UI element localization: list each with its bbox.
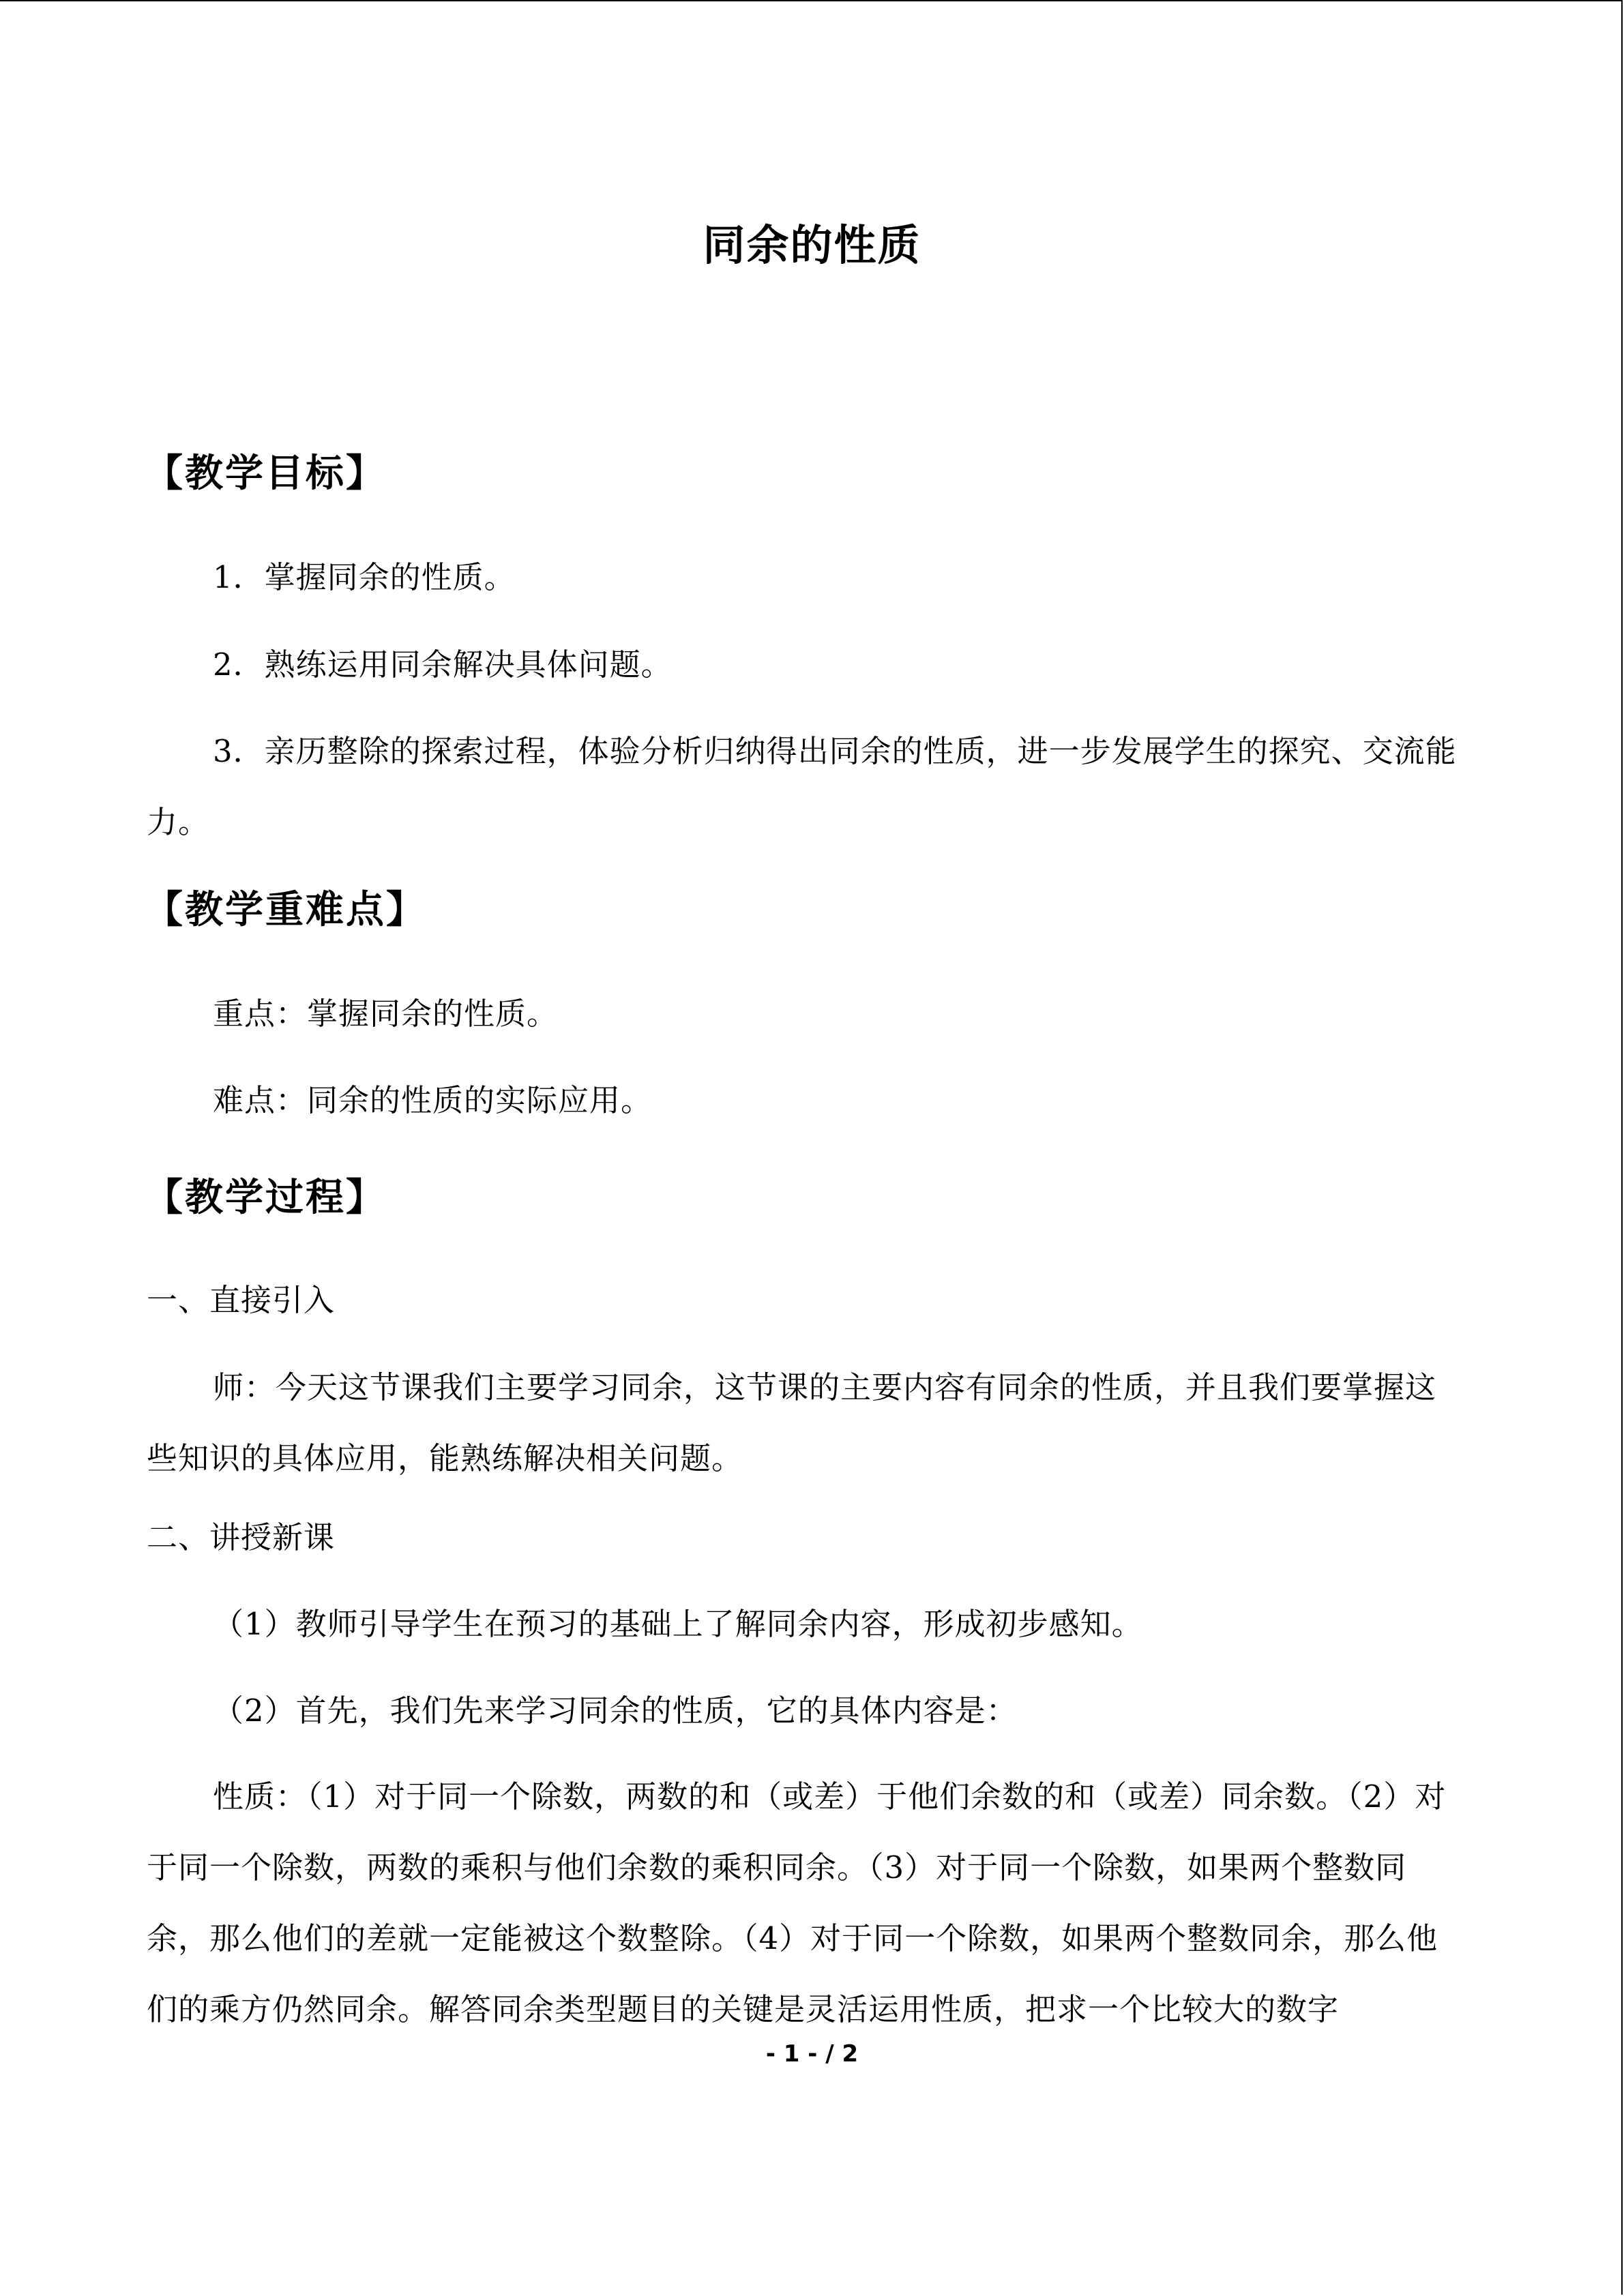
part2-title: 二、讲授新课 (147, 1519, 336, 1555)
heading-process: 【教学过程】 (145, 1176, 386, 1220)
step-1: （1）教师引导学生在预习的基础上了解同余内容，形成初步感知。 (213, 1606, 1143, 1642)
page-number: - 1 - / 2 (765, 2040, 859, 2068)
document-title: 同余的性质 (703, 220, 921, 270)
property-text: 性质：（1）对于同一个除数，两数的和（或差）于他们余数的和（或差）同余数。（2）对于同一个除数，两数的乘积与他们余数的乘积同余。（3）对于同一个除数，如果两个整数同余，那么他们的差就一定能被这个数整除。（4）对于同一个除数，如果两个整数同余，那么他们的乘方仍然同余。解答同余类型题目的关键是灵活运用性质，把求一个比较大的数字 (147, 1778, 1447, 2027)
heading-key-points: 【教学重难点】 (145, 888, 426, 932)
objective-item-1: 1．掌握同余的性质。 (213, 559, 516, 595)
difficulty-point: 难点：同余的性质的实际应用。 (213, 1082, 653, 1118)
step-2: （2）首先，我们先来学习同余的性质，它的具体内容是： (213, 1693, 1018, 1729)
part1-title: 一、直接引入 (147, 1282, 336, 1318)
objective-item-2: 2．熟练运用同余解决具体问题。 (213, 646, 673, 683)
heading-objectives: 【教学目标】 (145, 451, 386, 496)
objective-item-3: 3．亲历整除的探索过程，体验分析归纳得出同余的性质，进一步发展学生的探究、交流能力。 (147, 733, 1457, 840)
key-point: 重点：掌握同余的性质。 (213, 996, 559, 1032)
part1-text: 师：今天这节课我们主要学习同余，这节课的主要内容有同余的性质，并且我们要掌握这些知识的具体应用，能熟练解决相关问题。 (147, 1369, 1437, 1476)
